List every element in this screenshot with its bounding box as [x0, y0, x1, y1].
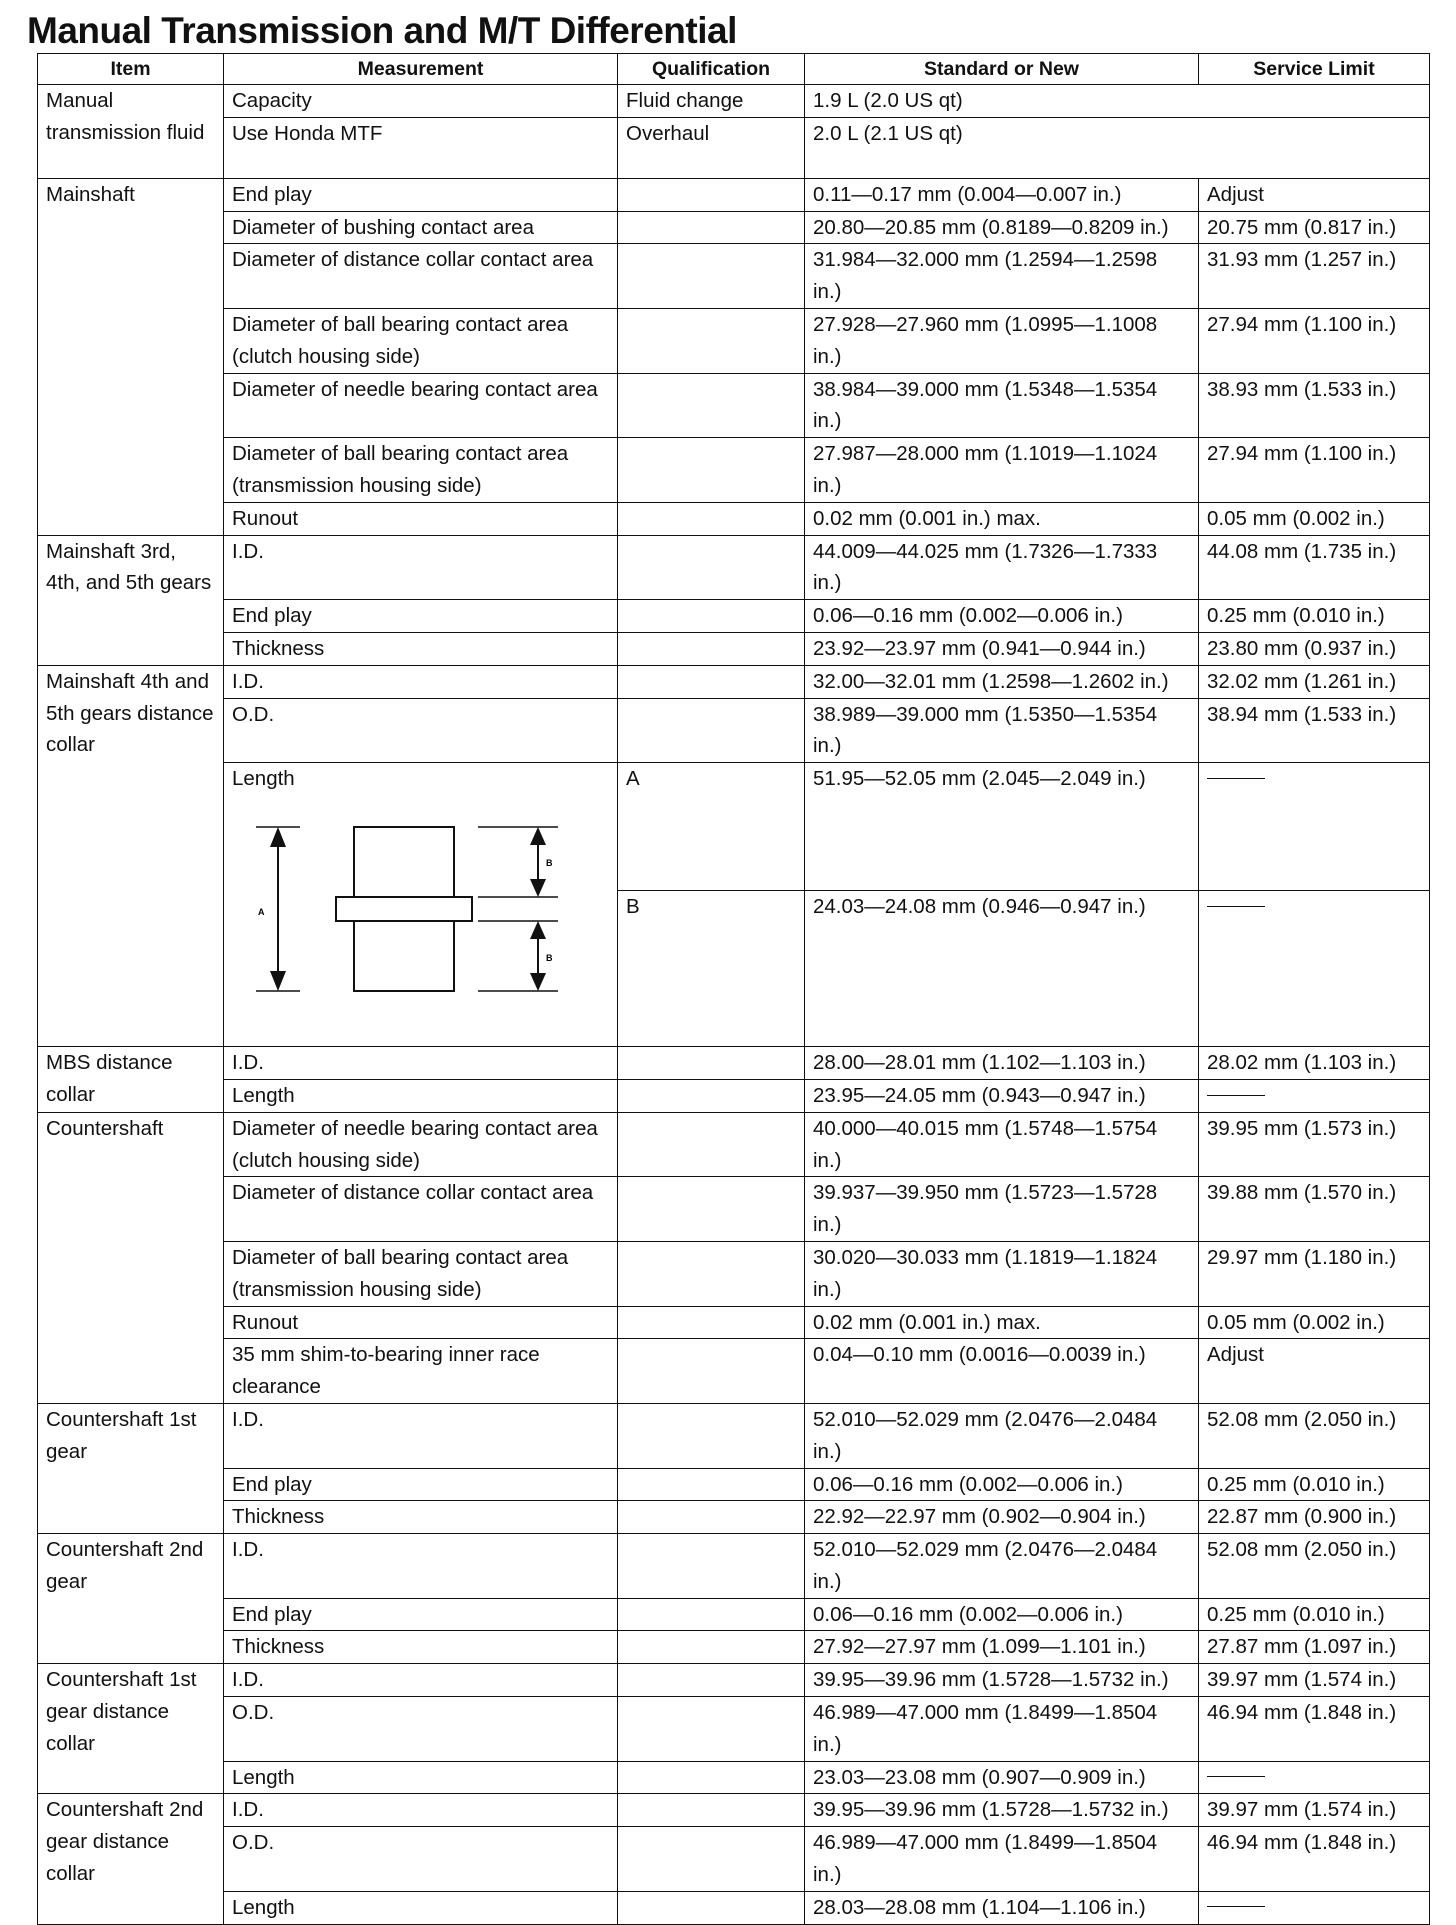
table-row: [38, 1761, 1430, 1794]
table-row: [38, 502, 1430, 535]
qualification-cell: [618, 535, 805, 600]
measurement-cell: I.D.: [224, 535, 618, 600]
limit-cell: 0.05 mm (0.002 in.): [1199, 502, 1430, 535]
standard-cell: 0.11—0.17 mm (0.004—0.007 in.): [805, 178, 1199, 211]
standard-cell: 0.06—0.16 mm (0.002—0.006 in.): [805, 1468, 1199, 1501]
standard-cell: 27.928—27.960 mm (1.0995—1.1008 in.): [805, 308, 1199, 373]
measurement-cell: Diameter of ball bearing contact area (transmission housing side): [224, 438, 618, 503]
table-row: [38, 1079, 1430, 1112]
limit-cell: 39.88 mm (1.570 in.): [1199, 1177, 1430, 1242]
measurement-cell: End play: [224, 1598, 618, 1631]
table-row: [38, 244, 1430, 309]
limit-cell: 0.05 mm (0.002 in.): [1199, 1306, 1430, 1339]
table-row: [38, 211, 1430, 244]
standard-cell: 27.92—27.97 mm (1.099—1.101 in.): [805, 1631, 1199, 1664]
standard-cell: 23.92—23.97 mm (0.941—0.944 in.): [805, 632, 1199, 665]
item-cell: Countershaft 2nd gear: [38, 1534, 224, 1664]
figure-label-b-upper: B: [546, 857, 553, 868]
qualification-cell: [618, 1339, 805, 1404]
qualification-cell: B: [618, 891, 805, 1047]
limit-cell: 52.08 mm (2.050 in.): [1199, 1403, 1430, 1468]
qualification-cell: Fluid change: [618, 85, 805, 118]
measurement-cell: End play: [224, 1468, 618, 1501]
limit-cell: 20.75 mm (0.817 in.): [1199, 211, 1430, 244]
qualification-cell: [618, 1697, 805, 1762]
measurement-cell: Use Honda MTF: [224, 117, 618, 178]
dash-placeholder: [1207, 1906, 1265, 1907]
measurement-cell: Runout: [224, 502, 618, 535]
limit-cell: 38.94 mm (1.533 in.): [1199, 698, 1430, 763]
header-service-limit: Service Limit: [1199, 54, 1430, 85]
standard-cell: 51.95—52.05 mm (2.045—2.049 in.): [805, 763, 1199, 891]
standard-cell: 46.989—47.000 mm (1.8499—1.8504 in.): [805, 1697, 1199, 1762]
standard-cell: 31.984—32.000 mm (1.2594—1.2598 in.): [805, 244, 1199, 309]
measurement-cell: Diameter of ball bearing contact area (clutch housing side): [224, 308, 618, 373]
qualification-cell: [618, 1047, 805, 1080]
table-row: [38, 698, 1430, 763]
qualification-cell: [618, 698, 805, 763]
table-row: [38, 600, 1430, 633]
table-row: [38, 1827, 1430, 1892]
limit-cell: [1199, 1761, 1430, 1794]
header-standard: Standard or New: [805, 54, 1199, 85]
table-row: [38, 535, 1430, 600]
measurement-cell: End play: [224, 600, 618, 633]
figure-label-b-lower: B: [546, 952, 553, 963]
measurement-cell: Thickness: [224, 632, 618, 665]
item-cell: Countershaft 1st gear distance collar: [38, 1664, 224, 1794]
measurement-cell: Length: [224, 1891, 618, 1924]
standard-cell: 39.937—39.950 mm (1.5723—1.5728 in.): [805, 1177, 1199, 1242]
limit-cell: 0.25 mm (0.010 in.): [1199, 1468, 1430, 1501]
limit-cell: 23.80 mm (0.937 in.): [1199, 632, 1430, 665]
qualification-cell: [618, 1306, 805, 1339]
measurement-cell: Diameter of needle bearing contact area (clutch housing side): [224, 1112, 618, 1177]
limit-cell: 39.97 mm (1.574 in.): [1199, 1664, 1430, 1697]
standard-cell: 0.06—0.16 mm (0.002—0.006 in.): [805, 600, 1199, 633]
qualification-cell: [618, 211, 805, 244]
standard-cell: 38.989—39.000 mm (1.5350—1.5354 in.): [805, 698, 1199, 763]
qualification-cell: [618, 1468, 805, 1501]
table-row: [38, 632, 1430, 665]
table-row: [38, 1403, 1430, 1468]
standard-cell: 52.010—52.029 mm (2.0476—2.0484 in.): [805, 1534, 1199, 1599]
dash-placeholder: [1207, 1776, 1265, 1777]
table-row: [38, 1241, 1430, 1306]
standard-cell: 0.02 mm (0.001 in.) max.: [805, 1306, 1199, 1339]
standard-cell: 27.987—28.000 mm (1.1019—1.1024 in.): [805, 438, 1199, 503]
qualification-cell: [618, 1177, 805, 1242]
table-row: [38, 1468, 1430, 1501]
standard-cell: 1.9 L (2.0 US qt): [805, 85, 1430, 118]
measurement-cell: Length: [232, 767, 295, 791]
dash-placeholder: [1207, 906, 1265, 907]
limit-cell: 46.94 mm (1.848 in.): [1199, 1697, 1430, 1762]
table-row: [38, 1664, 1430, 1697]
measurement-cell: Capacity: [224, 85, 618, 118]
standard-cell: 0.04—0.10 mm (0.0016—0.0039 in.): [805, 1339, 1199, 1404]
qualification-cell: [618, 1241, 805, 1306]
table-row: [38, 117, 1430, 178]
limit-cell: 46.94 mm (1.848 in.): [1199, 1827, 1430, 1892]
limit-cell: 27.94 mm (1.100 in.): [1199, 438, 1430, 503]
standard-cell: 28.03—28.08 mm (1.104—1.106 in.): [805, 1891, 1199, 1924]
standard-cell: 24.03—24.08 mm (0.946—0.947 in.): [805, 891, 1199, 1047]
limit-cell: [1199, 1891, 1430, 1924]
standard-cell: 46.989—47.000 mm (1.8499—1.8504 in.): [805, 1827, 1199, 1892]
qualification-cell: [618, 1112, 805, 1177]
limit-cell: 29.97 mm (1.180 in.): [1199, 1241, 1430, 1306]
measurement-cell: I.D.: [224, 1403, 618, 1468]
limit-cell: 31.93 mm (1.257 in.): [1199, 244, 1430, 309]
item-cell: Mainshaft 4th and 5th gears distance collar: [38, 665, 224, 1046]
table-row: [38, 1598, 1430, 1631]
qualification-cell: [618, 1891, 805, 1924]
table-row: [38, 1891, 1430, 1924]
qualification-cell: [618, 600, 805, 633]
qualification-cell: [618, 502, 805, 535]
table-row: [38, 85, 1430, 118]
measurement-cell: End play: [224, 178, 618, 211]
qualification-cell: Overhaul: [618, 117, 805, 178]
qualification-cell: [618, 178, 805, 211]
distance-collar-diagram: [252, 825, 572, 995]
measurement-cell: Diameter of distance collar contact area: [224, 1177, 618, 1242]
measurement-cell: Thickness: [224, 1631, 618, 1664]
table-row: [38, 1794, 1430, 1827]
figure-label-a: A: [258, 906, 265, 917]
qualification-cell: [618, 632, 805, 665]
measurement-cell: Diameter of needle bearing contact area: [224, 373, 618, 438]
table-row: [38, 763, 1430, 891]
table-row: [38, 1112, 1430, 1177]
dash-placeholder: [1207, 1095, 1265, 1096]
table-row: [38, 178, 1430, 211]
limit-cell: Adjust: [1199, 178, 1430, 211]
measurement-cell: I.D.: [224, 1664, 618, 1697]
qualification-cell: [618, 1534, 805, 1599]
measurement-cell: Thickness: [224, 1501, 618, 1534]
table-row: [38, 1306, 1430, 1339]
standard-cell: 0.06—0.16 mm (0.002—0.006 in.): [805, 1598, 1199, 1631]
header-qualification: Qualification: [618, 54, 805, 85]
qualification-cell: A: [618, 763, 805, 891]
limit-cell: [1199, 763, 1430, 891]
table-row: [38, 438, 1430, 503]
table-row: [38, 1339, 1430, 1404]
limit-cell: 38.93 mm (1.533 in.): [1199, 373, 1430, 438]
limit-cell: [1199, 1079, 1430, 1112]
measurement-cell: O.D.: [224, 698, 618, 763]
qualification-cell: [618, 244, 805, 309]
measurement-cell: Length: [224, 1079, 618, 1112]
standard-cell: 23.03—23.08 mm (0.907—0.909 in.): [805, 1761, 1199, 1794]
standard-cell: 23.95—24.05 mm (0.943—0.947 in.): [805, 1079, 1199, 1112]
measurement-cell: 35 mm shim-to-bearing inner race clearance: [224, 1339, 618, 1404]
length-figure-cell: [224, 763, 618, 1047]
standard-cell: 28.00—28.01 mm (1.102—1.103 in.): [805, 1047, 1199, 1080]
standard-cell: 40.000—40.015 mm (1.5748—1.5754 in.): [805, 1112, 1199, 1177]
standard-cell: 38.984—39.000 mm (1.5348—1.5354 in.): [805, 373, 1199, 438]
measurement-cell: Diameter of ball bearing contact area (transmission housing side): [224, 1241, 618, 1306]
item-cell: Mainshaft: [38, 178, 224, 535]
standard-cell: 44.009—44.025 mm (1.7326—1.7333 in.): [805, 535, 1199, 600]
item-cell: Countershaft 2nd gear distance collar: [38, 1794, 224, 1924]
spec-table: [37, 53, 1430, 1925]
limit-cell: 22.87 mm (0.900 in.): [1199, 1501, 1430, 1534]
table-row: [38, 1177, 1430, 1242]
standard-cell: 39.95—39.96 mm (1.5728—1.5732 in.): [805, 1664, 1199, 1697]
measurement-cell: I.D.: [224, 1794, 618, 1827]
table-row: [38, 1047, 1430, 1080]
standard-cell: 0.02 mm (0.001 in.) max.: [805, 502, 1199, 535]
qualification-cell: [618, 1827, 805, 1892]
item-cell: Manual transmission fluid: [38, 85, 224, 179]
limit-cell: 39.95 mm (1.573 in.): [1199, 1112, 1430, 1177]
measurement-cell: O.D.: [224, 1697, 618, 1762]
standard-cell: 20.80—20.85 mm (0.8189—0.8209 in.): [805, 211, 1199, 244]
standard-cell: 32.00—32.01 mm (1.2598—1.2602 in.): [805, 665, 1199, 698]
limit-cell: Adjust: [1199, 1339, 1430, 1404]
table-row: [38, 665, 1430, 698]
limit-cell: 32.02 mm (1.261 in.): [1199, 665, 1430, 698]
item-cell: Countershaft: [38, 1112, 224, 1403]
qualification-cell: [618, 1501, 805, 1534]
measurement-cell: I.D.: [224, 1047, 618, 1080]
measurement-cell: Diameter of bushing contact area: [224, 211, 618, 244]
table-row: [38, 373, 1430, 438]
limit-cell: 0.25 mm (0.010 in.): [1199, 1598, 1430, 1631]
item-cell: Countershaft 1st gear: [38, 1403, 224, 1533]
standard-cell: 30.020—30.033 mm (1.1819—1.1824 in.): [805, 1241, 1199, 1306]
measurement-cell: Runout: [224, 1306, 618, 1339]
table-row: [38, 1534, 1430, 1599]
header-row: [38, 54, 1430, 85]
qualification-cell: [618, 373, 805, 438]
qualification-cell: [618, 665, 805, 698]
table-row: [38, 1631, 1430, 1664]
qualification-cell: [618, 1598, 805, 1631]
measurement-cell: Length: [224, 1761, 618, 1794]
limit-cell: 39.97 mm (1.574 in.): [1199, 1794, 1430, 1827]
measurement-cell: O.D.: [224, 1827, 618, 1892]
measurement-cell: I.D.: [224, 1534, 618, 1599]
limit-cell: [1199, 891, 1430, 1047]
limit-cell: 0.25 mm (0.010 in.): [1199, 600, 1430, 633]
header-item: Item: [38, 54, 224, 85]
qualification-cell: [618, 1403, 805, 1468]
qualification-cell: [618, 1761, 805, 1794]
table-row: [38, 1501, 1430, 1534]
standard-cell: 22.92—22.97 mm (0.902—0.904 in.): [805, 1501, 1199, 1534]
header-measurement: Measurement: [224, 54, 618, 85]
limit-cell: 28.02 mm (1.103 in.): [1199, 1047, 1430, 1080]
measurement-cell: I.D.: [224, 665, 618, 698]
item-cell: MBS distance collar: [38, 1047, 224, 1113]
standard-cell: 39.95—39.96 mm (1.5728—1.5732 in.): [805, 1794, 1199, 1827]
table-row: [38, 1697, 1430, 1762]
limit-cell: 27.94 mm (1.100 in.): [1199, 308, 1430, 373]
page-title: Manual Transmission and M/T Differential: [27, 10, 737, 51]
item-cell: Mainshaft 3rd, 4th, and 5th gears: [38, 535, 224, 665]
limit-cell: 27.87 mm (1.097 in.): [1199, 1631, 1430, 1664]
collar-flange: [336, 897, 472, 921]
qualification-cell: [618, 308, 805, 373]
standard-cell: 2.0 L (2.1 US qt): [805, 117, 1430, 178]
qualification-cell: [618, 438, 805, 503]
qualification-cell: [618, 1794, 805, 1827]
qualification-cell: [618, 1079, 805, 1112]
qualification-cell: [618, 1631, 805, 1664]
standard-cell: 52.010—52.029 mm (2.0476—2.0484 in.): [805, 1403, 1199, 1468]
dash-placeholder: [1207, 778, 1265, 779]
measurement-cell: Diameter of distance collar contact area: [224, 244, 618, 309]
limit-cell: 52.08 mm (2.050 in.): [1199, 1534, 1430, 1599]
table-row: [38, 308, 1430, 373]
limit-cell: 44.08 mm (1.735 in.): [1199, 535, 1430, 600]
qualification-cell: [618, 1664, 805, 1697]
